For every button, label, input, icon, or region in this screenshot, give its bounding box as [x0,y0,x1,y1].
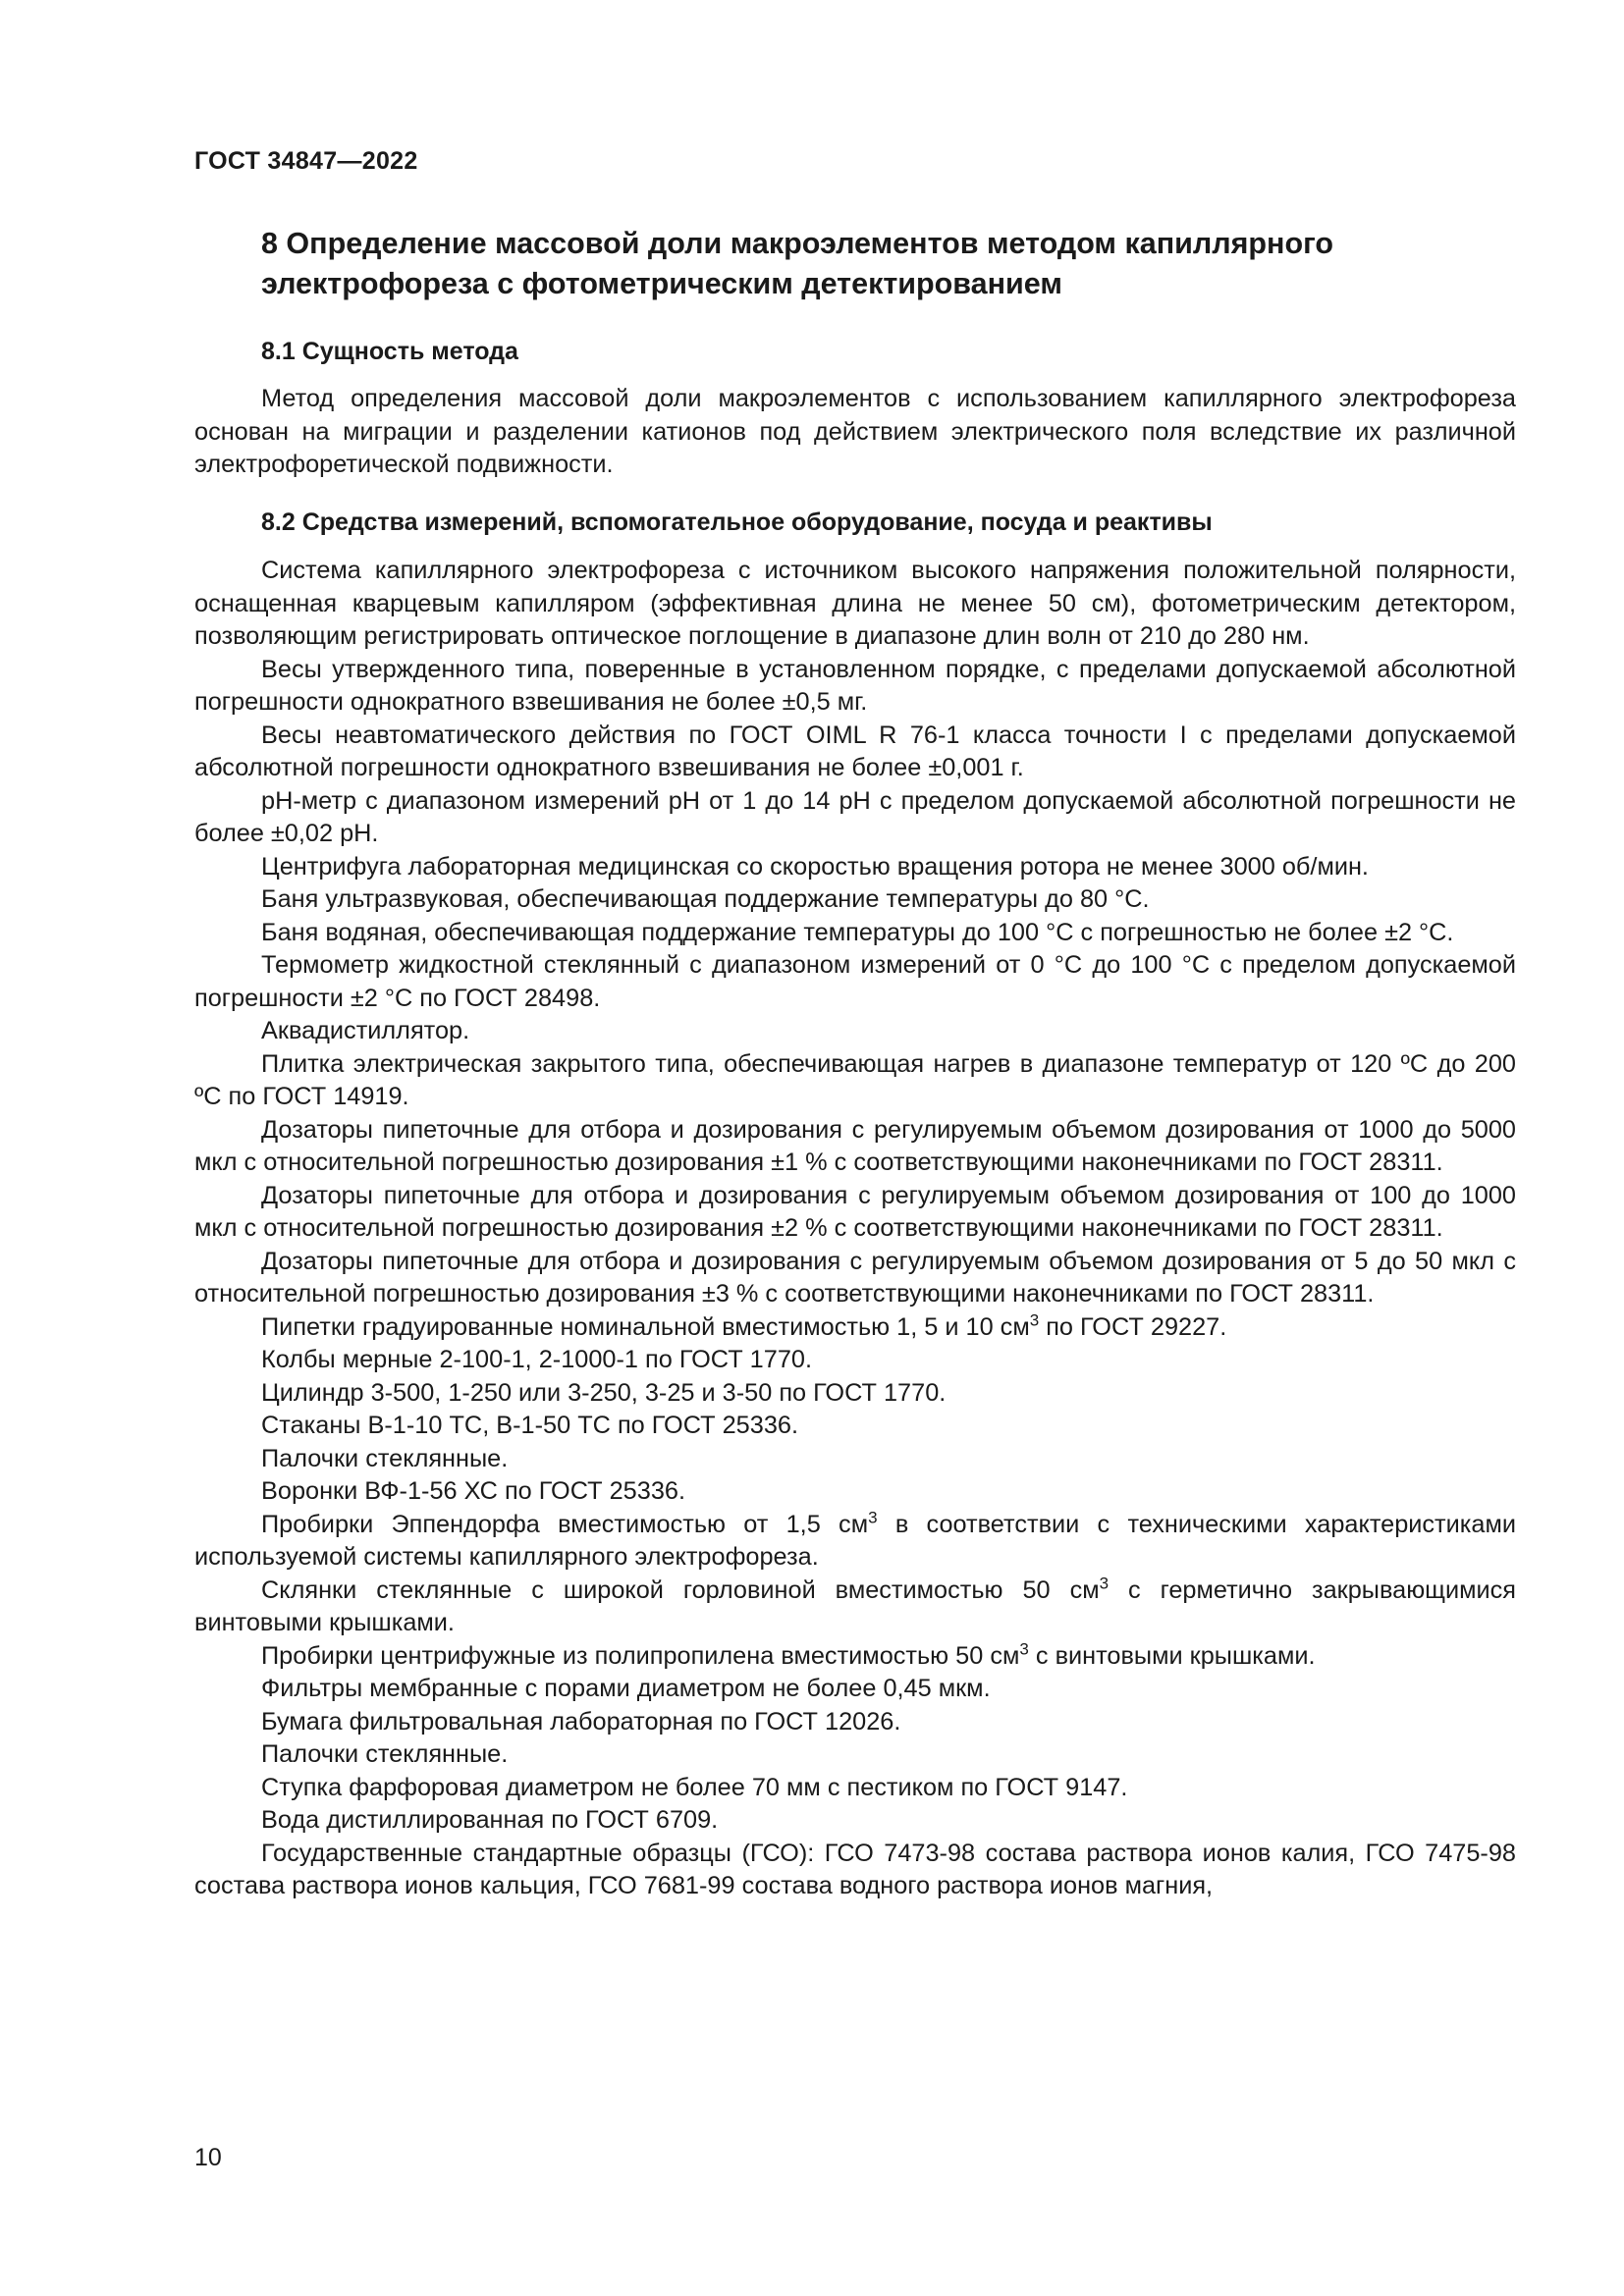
paragraph: Система капиллярного электрофореза с источником высокого напряжения положительной полярности, оснащенная кварцевым капилляром (эффективная длина не менее 50 см), фотометрическим детектором, позволяющим регистрировать оптическое поглощение в диапазоне длин волн от 210 до 280 нм. [194,557,1516,650]
paragraph [194,1575,1516,1640]
paragraph: Палочки стеклянные. [261,1444,509,1472]
superscript: 3 [1029,1310,1040,1330]
document-header: ГОСТ 34847—2022 [194,147,418,175]
paragraph: Дозаторы пипеточные для отбора и дозирования с регулируемым объемом дозирования от 100 до 1000 мкл с относительной погрешностью дозирования ±2 % с соответствующими наконечниками по ГОСТ 28311. [194,1181,1516,1242]
text-run: с винтовыми крышками. [1028,1641,1316,1670]
paragraph: Плитка электрическая закрытого типа, обеспечивающая нагрев в диапазоне температур от 120 ºС до 200 ºС по ГОСТ 14919. [194,1049,1516,1110]
paragraph: рН-метр с диапазоном измерений рН от 1 до 14 рН с пределом допускаемой абсолютной погрешности не более ±0,02 рН. [194,786,1516,847]
text-run: в соответствии с техническими характеристиками используемой системы капиллярного электрофореза. [194,1510,1516,1571]
paragraph: Цилиндр 3-500, 1-250 или 3-250, 3-25 и 3-50 по ГОСТ 1770. [261,1378,947,1407]
text-run: Склянки стеклянные с широкой горловиной вместимостью 50 см [261,1575,1100,1604]
paragraph: Фильтры мембранные с порами диаметром не более 0,45 мкм. [261,1675,991,1702]
paragraph: Центрифуга лабораторная медицинская со скоростью вращения ротора не менее 3000 об/мин. [261,852,1369,881]
paragraph: Государственные стандартные образцы (ГСО): ГСО 7473-98 состава раствора ионов калия, ГСО 7475-98 состава раствора ионов кальция, ГСО 7681-99 состава водного раствора ионов магния, [194,1839,1516,1899]
paragraph: Бумага фильтровальная лабораторная по ГОСТ 12026. [261,1707,901,1735]
paragraph [194,1640,1516,1674]
paragraph: Баня водяная, обеспечивающая поддержание температуры до 100 °С с погрешностью не более ±2 °С. [261,918,1454,946]
text-run: Пипетки градуированные номинальной вместимостью 1, 5 и 10 см [261,1312,1030,1341]
paragraph: Весы утвержденного типа, поверенные в установленном порядке, с пределами допускаемой абсолютной погрешности однократного взвешивания не более ±0,5 мг. [194,655,1516,716]
page-number: 10 [194,2144,222,2171]
paragraph [194,1509,1516,1575]
paragraph: Дозаторы пипеточные для отбора и дозирования с регулируемым объемом дозирования от 1000 до 5000 мкл с относительной погрешностью дозирования ±1 % с соответствующими наконечниками по ГОСТ 28311. [194,1115,1516,1176]
paragraph: Палочки стеклянные. [261,1740,509,1768]
text-run: Пробирки Эппендорфа вместимостью от 1,5 см [261,1510,869,1538]
paragraph: Колбы мерные 2-100-1, 2-1000-1 по ГОСТ 1770. [261,1346,812,1373]
paragraph: Весы неавтоматического действия по ГОСТ OIML R 76-1 класса точности I с пределами допускаемой абсолютной погрешности однократного взвешивания не более ±0,001 г. [194,721,1516,781]
superscript: 3 [1099,1574,1110,1593]
text-run: по ГОСТ 29227. [1039,1312,1227,1341]
text-run: Пробирки центрифужные из полипропилена вместимостью 50 см [261,1641,1020,1670]
subsection-body-8-2 [194,555,1516,1903]
section-title: 8 Определение массовой доли макроэлементов методом капиллярного электрофореза с фотометрическим детектированием [261,227,1334,300]
paragraph: Стаканы В-1-10 ТС, В-1-50 ТС по ГОСТ 25336. [261,1412,798,1439]
superscript: 3 [1019,1639,1029,1659]
text-run: с герметично закрывающимися винтовыми крышками. [194,1575,1516,1636]
paragraph: Термометр жидкостной стеклянный с диапазоном измерений от 0 °С до 100 °С с пределом допускаемой погрешности ±2 °С по ГОСТ 28498. [194,951,1516,1012]
paragraph: Метод определения массовой доли макроэлементов с использованием капиллярного электрофореза основан на миграции и разделении катионов под действием электрического поля вследствие их различной электрофоретической подвижности. [194,385,1516,478]
subsection-body-8-1 [194,383,1516,482]
paragraph: Вода дистиллированная по ГОСТ 6709. [261,1806,719,1834]
paragraph: Ступка фарфоровая диаметром не более 70 мм с пестиком по ГОСТ 9147. [261,1773,1128,1801]
subsection-heading-8-1: 8.1 Сущность метода [261,338,518,365]
paragraph: Аквадистиллятор. [261,1017,470,1044]
subsection-heading-8-2: 8.2 Средства измерений, вспомогательное оборудование, посуда и реактивы [261,508,1213,536]
paragraph [194,1311,1516,1345]
paragraph: Воронки ВФ-1-56 ХС по ГОСТ 25336. [261,1477,685,1505]
paragraph: Дозаторы пипеточные для отбора и дозирования с регулируемым объемом дозирования от 5 до 50 мкл с относительной погрешностью дозирования ±3 % с соответствующими наконечниками по ГОСТ 28311. [194,1247,1516,1308]
superscript: 3 [868,1508,878,1527]
paragraph: Баня ультразвуковая, обеспечивающая поддержание температуры до 80 °С. [261,885,1150,913]
